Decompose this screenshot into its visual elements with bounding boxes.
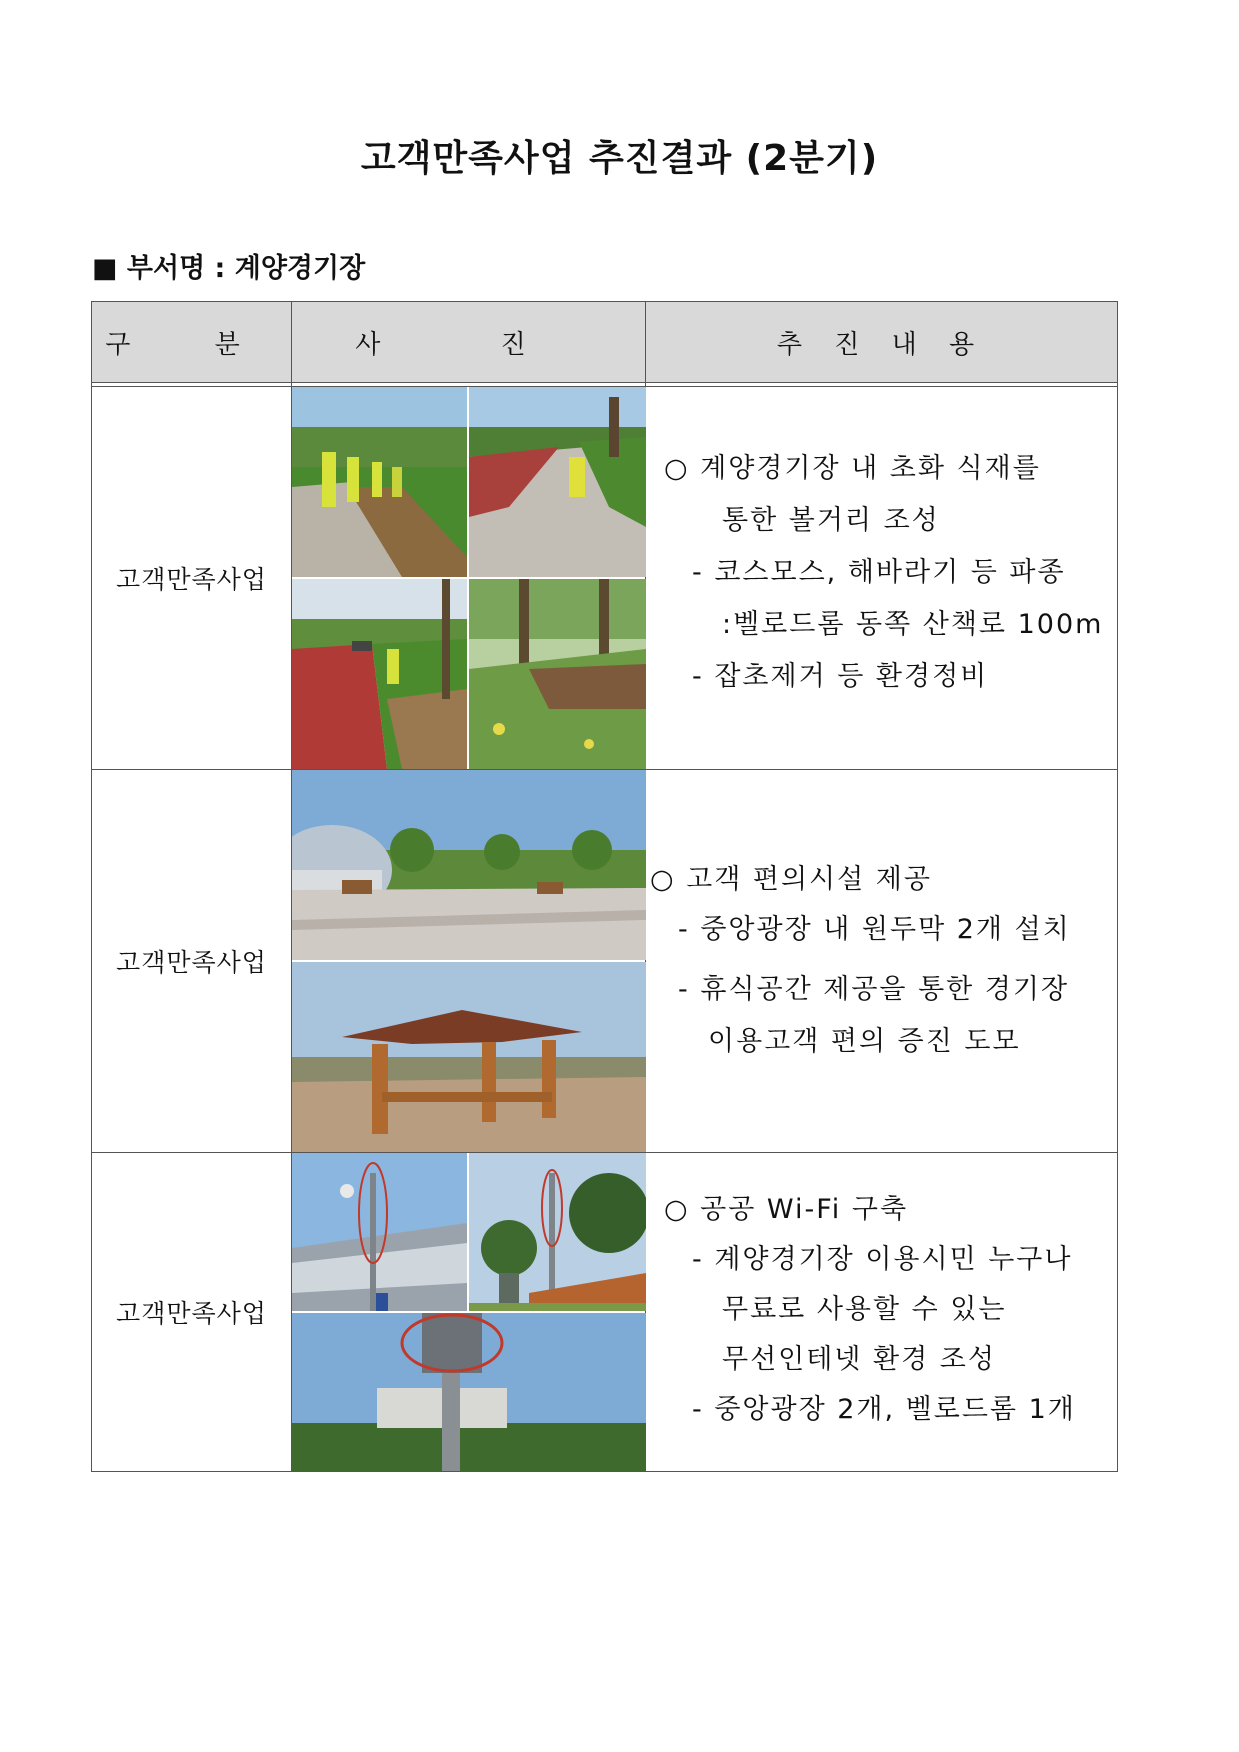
- content-line: - 중앙광장 2개, 벨로드롬 1개: [692, 1394, 1076, 1425]
- content-line: ○ 계양경기장 내 초화 식재를: [664, 453, 1041, 484]
- content-line: - 중앙광장 내 원두막 2개 설치: [678, 914, 1071, 945]
- row-category: 고객만족사업: [92, 1153, 292, 1472]
- table-row: [92, 770, 1118, 1153]
- row-photos: [292, 1153, 646, 1472]
- row-content: [646, 387, 1118, 770]
- content-line: 무선인테넷 환경 조성: [722, 1344, 996, 1375]
- planting-photo-4: [469, 579, 646, 769]
- plaza-photo: [292, 770, 646, 960]
- document-title: 고객만족사업 추진결과 (2분기): [360, 138, 879, 179]
- header-content: 추 진 내 용: [646, 302, 1118, 383]
- row-photos: [292, 770, 646, 1153]
- planting-photo-2: [469, 387, 646, 577]
- wifi-pole-photo-2: [469, 1153, 646, 1311]
- wifi-pole-photo-1: [292, 1153, 467, 1311]
- results-table: [91, 301, 1118, 1472]
- planting-photo-3: [292, 579, 467, 769]
- row-content: [646, 1153, 1118, 1472]
- content-line: :벨로드롬 동쪽 산책로 100m: [722, 609, 1104, 640]
- department-line: ■ 부서명 : 계양경기장: [92, 253, 366, 284]
- content-line: 무료로 사용할 수 있는: [722, 1294, 1007, 1325]
- gazebo-photo: [292, 962, 646, 1152]
- content-line: - 코스모스, 해바라기 등 파종: [692, 557, 1066, 588]
- header-category: 구 분: [92, 302, 292, 383]
- content-line: - 휴식공간 제공을 통한 경기장: [678, 974, 1070, 1005]
- table-row: [92, 387, 1118, 770]
- content-line: 이용고객 편의 증진 도모: [708, 1026, 1021, 1057]
- row-category: 고객만족사업: [92, 770, 292, 1153]
- row-content: [646, 770, 1118, 1153]
- content-line: 통한 볼거리 조성: [722, 505, 940, 536]
- planting-photo-1: [292, 387, 467, 577]
- row-photos: [292, 387, 646, 770]
- content-line: ○ 공공 Wi-Fi 구축: [664, 1194, 909, 1225]
- table-header-row: [92, 302, 1118, 383]
- content-line: - 계양경기장 이용시민 누구나: [692, 1244, 1073, 1275]
- row-category: 고객만족사업: [92, 387, 292, 770]
- wifi-antenna-photo: [292, 1313, 646, 1471]
- table-row: [92, 1153, 1118, 1472]
- header-photo: 사 진: [292, 302, 646, 383]
- content-line: ○ 고객 편의시설 제공: [650, 864, 932, 895]
- content-line: - 잡초제거 등 환경정비: [692, 661, 989, 692]
